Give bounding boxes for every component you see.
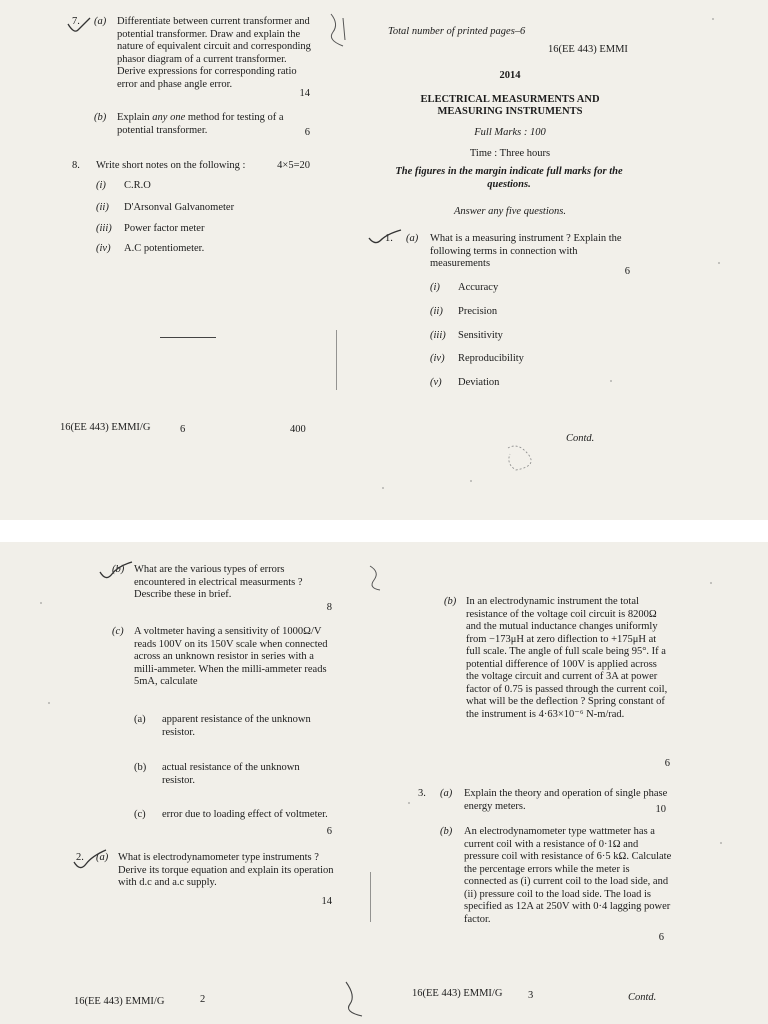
end-rule bbox=[160, 337, 216, 338]
q8-item-4-text: A.C potentiometer. bbox=[124, 243, 205, 254]
scan-speck bbox=[610, 380, 612, 382]
q8-item-2-text: D'Arsonval Galvanometer bbox=[124, 202, 235, 213]
scan-speck bbox=[470, 480, 472, 482]
q8-item-2 bbox=[96, 202, 296, 215]
pen-scribble bbox=[325, 10, 355, 50]
q1a-marks: 6 bbox=[624, 266, 630, 277]
answer-instruction: Answer any five questions. bbox=[454, 206, 566, 217]
fold-line bbox=[370, 872, 371, 922]
question-paper-bottom-sheet bbox=[0, 542, 768, 1024]
q1a-item-3 bbox=[430, 330, 610, 343]
pen-scribble bbox=[366, 562, 386, 592]
q1a-item-3-label: (iii) bbox=[430, 330, 446, 341]
q8-item-1-label: (i) bbox=[96, 180, 106, 191]
scan-speck bbox=[408, 802, 410, 804]
q7b-text-emphasis: any one bbox=[152, 112, 186, 123]
q1c-item-1 bbox=[134, 714, 334, 739]
paper-title-line-1: ELECTRICAL MEASURMENTS AND bbox=[420, 94, 600, 105]
q8-marks: 4×5=20 bbox=[277, 160, 310, 171]
scan-speck bbox=[718, 262, 720, 264]
full-marks: Full Marks : 100 bbox=[474, 127, 546, 138]
q8-number: 8. bbox=[72, 160, 80, 171]
q1c-item-3-text: error due to loading effect of voltmeter. bbox=[162, 809, 328, 820]
q1c-text: A voltmeter having a sensitivity of 1000Ω/V reads 100V on its 150V scale when connected across an unknown resistor in series with a milli-ammeter. When the milli-ammeter reads 5mA, calculate bbox=[134, 626, 328, 687]
scan-speck bbox=[48, 702, 50, 704]
q1c-marks: 6 bbox=[326, 826, 332, 837]
sheet-gap bbox=[0, 520, 768, 542]
q2b-text: In an electrodynamic instrument the total resistance of the voltage coil circuit is 8200Ω and the mutual inductance changes uniformly from −173μH at zero diflection to +175μH at full scale. The angle of full scale being 95°. If a potential difference of 100V is applied across the voltage circuit and current of 3A at power factor of 0.75 is passed through the current coil, what will be the deflection ? Spring constant of the instrument is 4·63×10⁻⁶ N-m/rad. bbox=[466, 596, 668, 720]
q1b-label: (b) bbox=[112, 564, 125, 575]
q1a-item-5-label: (v) bbox=[430, 377, 442, 388]
q8-item-4 bbox=[96, 243, 296, 256]
ink-smudge bbox=[498, 438, 538, 478]
q1a-item-1-text: Accuracy bbox=[458, 282, 499, 293]
q1c-item-1-text: apparent resistance of the unknown resistor. bbox=[162, 714, 311, 738]
q1b-marks: 8 bbox=[326, 602, 332, 613]
pen-scribble bbox=[340, 978, 370, 1018]
q8-item-1 bbox=[96, 180, 296, 193]
q7a-label: (a) bbox=[94, 16, 107, 27]
q3b-marks: 6 bbox=[658, 932, 664, 943]
q1a-item-5 bbox=[430, 377, 610, 390]
q3b-label: (b) bbox=[440, 826, 453, 837]
q1c-item-2 bbox=[134, 762, 334, 787]
fold-line bbox=[336, 330, 337, 390]
contd-note-bottom: Contd. bbox=[628, 992, 657, 1003]
q1a-label: (a) bbox=[406, 233, 419, 244]
q1a-item-5-text: Deviation bbox=[458, 377, 500, 388]
q8-item-4-label: (iv) bbox=[96, 243, 111, 254]
q1a-item-2-label: (ii) bbox=[430, 306, 443, 317]
scan-speck bbox=[720, 842, 722, 844]
scan-speck bbox=[712, 18, 714, 20]
q3a-label: (a) bbox=[440, 788, 453, 799]
contd-note-top: Contd. bbox=[566, 433, 595, 444]
q3a-marks: 10 bbox=[655, 804, 666, 815]
top-left-footer-page: 6 bbox=[180, 424, 186, 435]
q2a-label: (a) bbox=[96, 852, 109, 863]
bottom-right-footer-code: 16(EE 443) EMMI/G bbox=[412, 988, 503, 999]
scan-speck bbox=[710, 582, 712, 584]
paper-code: 16(EE 443) EMMI bbox=[548, 44, 628, 55]
q1a-item-1 bbox=[430, 282, 610, 295]
handwritten-tick-mark bbox=[96, 560, 136, 584]
handwritten-tick-mark bbox=[70, 848, 110, 874]
q8-item-2-label: (ii) bbox=[96, 202, 109, 213]
q1c-item-3 bbox=[134, 809, 334, 822]
handwritten-tick-mark bbox=[64, 14, 94, 38]
q8-item-3-label: (iii) bbox=[96, 223, 112, 234]
q8-text: Write short notes on the following : bbox=[96, 160, 246, 171]
q7a-marks: 14 bbox=[299, 88, 310, 99]
bottom-right-footer-page: 3 bbox=[528, 990, 534, 1001]
bottom-left-footer-code: 16(EE 443) EMMI/G bbox=[74, 996, 165, 1007]
q3b-text: An electrodynamometer type wattmeter has a current coil with a resistance of 0·1Ω and pressure coil with resistance of 6·5 kΩ. Calculate the percentage errors while the meter is connected as (i) current coil to the load side, and (ii) pressure coil to the load side. The load is specified as 12A at 250V with 0·4 lagging power factor. bbox=[464, 826, 672, 925]
scan-speck bbox=[40, 602, 42, 604]
paper-title-line-2: MEASURING INSTRUMENTS bbox=[437, 106, 583, 117]
scan-speck bbox=[382, 487, 384, 489]
q1c-item-3-label: (c) bbox=[134, 809, 146, 820]
q1c-item-1-label: (a) bbox=[134, 714, 146, 725]
q7b-marks: 6 bbox=[304, 127, 310, 138]
handwritten-check-mark bbox=[365, 228, 405, 248]
q1-number: 1. bbox=[385, 233, 393, 244]
time-allowed: Time : Three hours bbox=[469, 148, 551, 159]
q7b-text-pre: Explain bbox=[117, 112, 150, 123]
q8-item-1-text: C.R.O bbox=[124, 180, 151, 191]
q1a-item-3-text: Sensitivity bbox=[458, 330, 503, 341]
q1b-text: What are the various types of errors encountered in electrical measurments ? Describe these in brief. bbox=[134, 564, 303, 600]
q7b-label: (b) bbox=[94, 112, 107, 123]
bottom-left-footer-page: 2 bbox=[200, 994, 206, 1005]
q1c-item-2-text: actual resistance of the unknown resistor. bbox=[162, 762, 300, 786]
q1a-item-4-label: (iv) bbox=[430, 353, 445, 364]
q1a-item-2 bbox=[430, 306, 610, 319]
q2b-marks: 6 bbox=[664, 758, 670, 769]
printed-pages-note: Total number of printed pages–6 bbox=[388, 26, 526, 37]
top-left-footer-count: 400 bbox=[290, 424, 306, 435]
q2a-marks: 14 bbox=[321, 896, 332, 907]
q3-number: 3. bbox=[418, 788, 426, 799]
margin-marks-instruction: The figures in the margin indicate full marks for the questions. bbox=[395, 166, 623, 190]
q7-number: 7. bbox=[72, 16, 80, 27]
q7a-text: Differentiate between current transformer and potential transformer. Draw and explain the nature of equivalent circuit and corresponding phasor diagram of a current transformer. Derive expressions for corresponding ratio error and phase angle error. bbox=[117, 16, 311, 90]
top-left-footer-code: 16(EE 443) EMMI/G bbox=[60, 422, 151, 433]
q1c-label: (c) bbox=[112, 626, 124, 637]
q1a-item-4-text: Reproducibility bbox=[458, 353, 524, 364]
q1a-item-1-label: (i) bbox=[430, 282, 440, 293]
q2b-label: (b) bbox=[444, 596, 457, 607]
q8-item-3-text: Power factor meter bbox=[124, 223, 205, 234]
q2-number: 2. bbox=[76, 852, 84, 863]
q3a-text: Explain the theory and operation of single phase energy meters. bbox=[464, 788, 668, 812]
exam-year: 2014 bbox=[499, 70, 521, 81]
q2a-text: What is electrodynamometer type instruments ? Derive its torque equation and explain its operation with d.c and a.c supply. bbox=[118, 852, 334, 888]
q1a-item-2-text: Precision bbox=[458, 306, 498, 317]
q1a-text: What is a measuring instrument ? Explain the following terms in connection with measurements bbox=[430, 233, 622, 269]
q1a-item-4 bbox=[430, 353, 610, 366]
q7b-text-post: method for testing of a potential transformer. bbox=[117, 112, 284, 136]
q1c-item-2-label: (b) bbox=[134, 762, 147, 773]
q8-item-3 bbox=[96, 223, 296, 236]
